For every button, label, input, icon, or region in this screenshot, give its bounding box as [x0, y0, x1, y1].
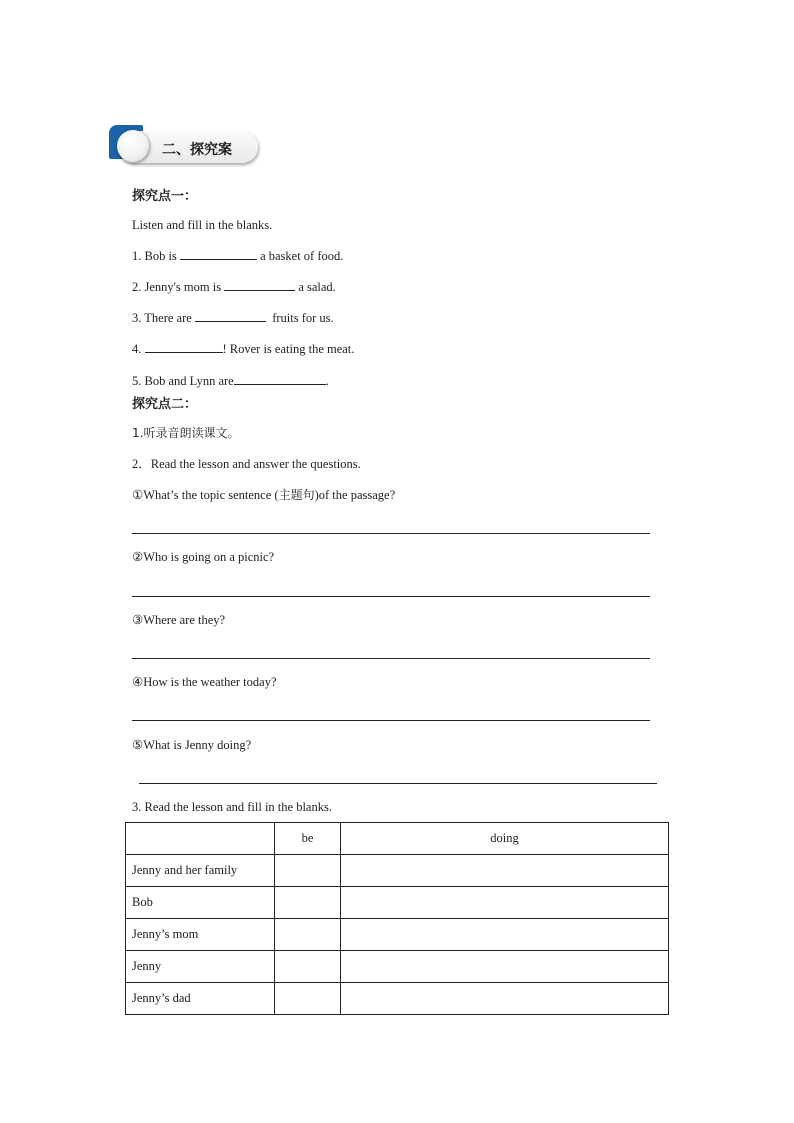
table-header: [126, 823, 275, 855]
table-cell[interactable]: [341, 887, 669, 919]
question-1: ①What’s the topic sentence (主题句)of the passage?: [132, 488, 396, 502]
blank-field[interactable]: [234, 373, 326, 385]
question-2: ②Who is going on a picnic?: [132, 550, 275, 564]
blank-field[interactable]: [145, 341, 223, 353]
fill-item-4: 4. ! Rover is eating the meat.: [132, 342, 355, 356]
blank-field[interactable]: [224, 279, 295, 291]
section-title: 二、探究案: [162, 142, 232, 158]
fill-item-2: 2. Jenny's mom is a salad.: [132, 280, 336, 294]
table-cell[interactable]: [341, 951, 669, 983]
row-label: Jenny and her family: [126, 855, 275, 887]
fill-table: [125, 822, 669, 1015]
question-3: ③Where are they?: [132, 613, 226, 627]
section-circle-icon: [117, 130, 149, 162]
answer-line-4[interactable]: [132, 720, 650, 721]
blank-field[interactable]: [180, 248, 257, 260]
table-row: [126, 887, 669, 919]
table-cell[interactable]: [341, 983, 669, 1015]
table-cell[interactable]: [341, 855, 669, 887]
table-cell[interactable]: [275, 951, 341, 983]
table-cell[interactable]: [275, 855, 341, 887]
point2-task-1: 1.听录音朗读课文。: [132, 426, 240, 440]
table-cell[interactable]: [341, 919, 669, 951]
fill-item-5: 5. Bob and Lynn are .: [132, 374, 329, 388]
table-row: [126, 951, 669, 983]
fill-item-3: 3. There are fruits for us.: [132, 311, 334, 325]
table-row: [126, 919, 669, 951]
fill-item-1: 1. Bob is a basket of food.: [132, 249, 344, 263]
point1-heading: 探究点一：: [132, 189, 198, 204]
answer-line-5[interactable]: [139, 783, 657, 784]
answer-line-3[interactable]: [132, 658, 650, 659]
table-cell[interactable]: [275, 919, 341, 951]
table-row: [126, 983, 669, 1015]
answer-line-1[interactable]: [132, 533, 650, 534]
answer-line-2[interactable]: [132, 596, 650, 597]
table-header: doing: [341, 823, 669, 855]
point2-task-3: 3. Read the lesson and fill in the blanks.: [132, 800, 332, 814]
table-row: [126, 855, 669, 887]
question-5: ⑤What is Jenny doing?: [132, 738, 252, 752]
row-label: Jenny: [126, 951, 275, 983]
point1-instruction: Listen and fill in the blanks.: [132, 218, 273, 232]
table-cell[interactable]: [275, 887, 341, 919]
table-header-row: [126, 823, 669, 855]
row-label: Jenny’s mom: [126, 919, 275, 951]
row-label: Jenny’s dad: [126, 983, 275, 1015]
table-header: be: [275, 823, 341, 855]
point2-task-2: 2．Read the lesson and answer the questions.: [132, 457, 361, 471]
point2-heading: 探究点二：: [132, 397, 198, 412]
question-4: ④How is the weather today?: [132, 675, 277, 689]
row-label: Bob: [126, 887, 275, 919]
blank-field[interactable]: [195, 310, 266, 322]
table-cell[interactable]: [275, 983, 341, 1015]
